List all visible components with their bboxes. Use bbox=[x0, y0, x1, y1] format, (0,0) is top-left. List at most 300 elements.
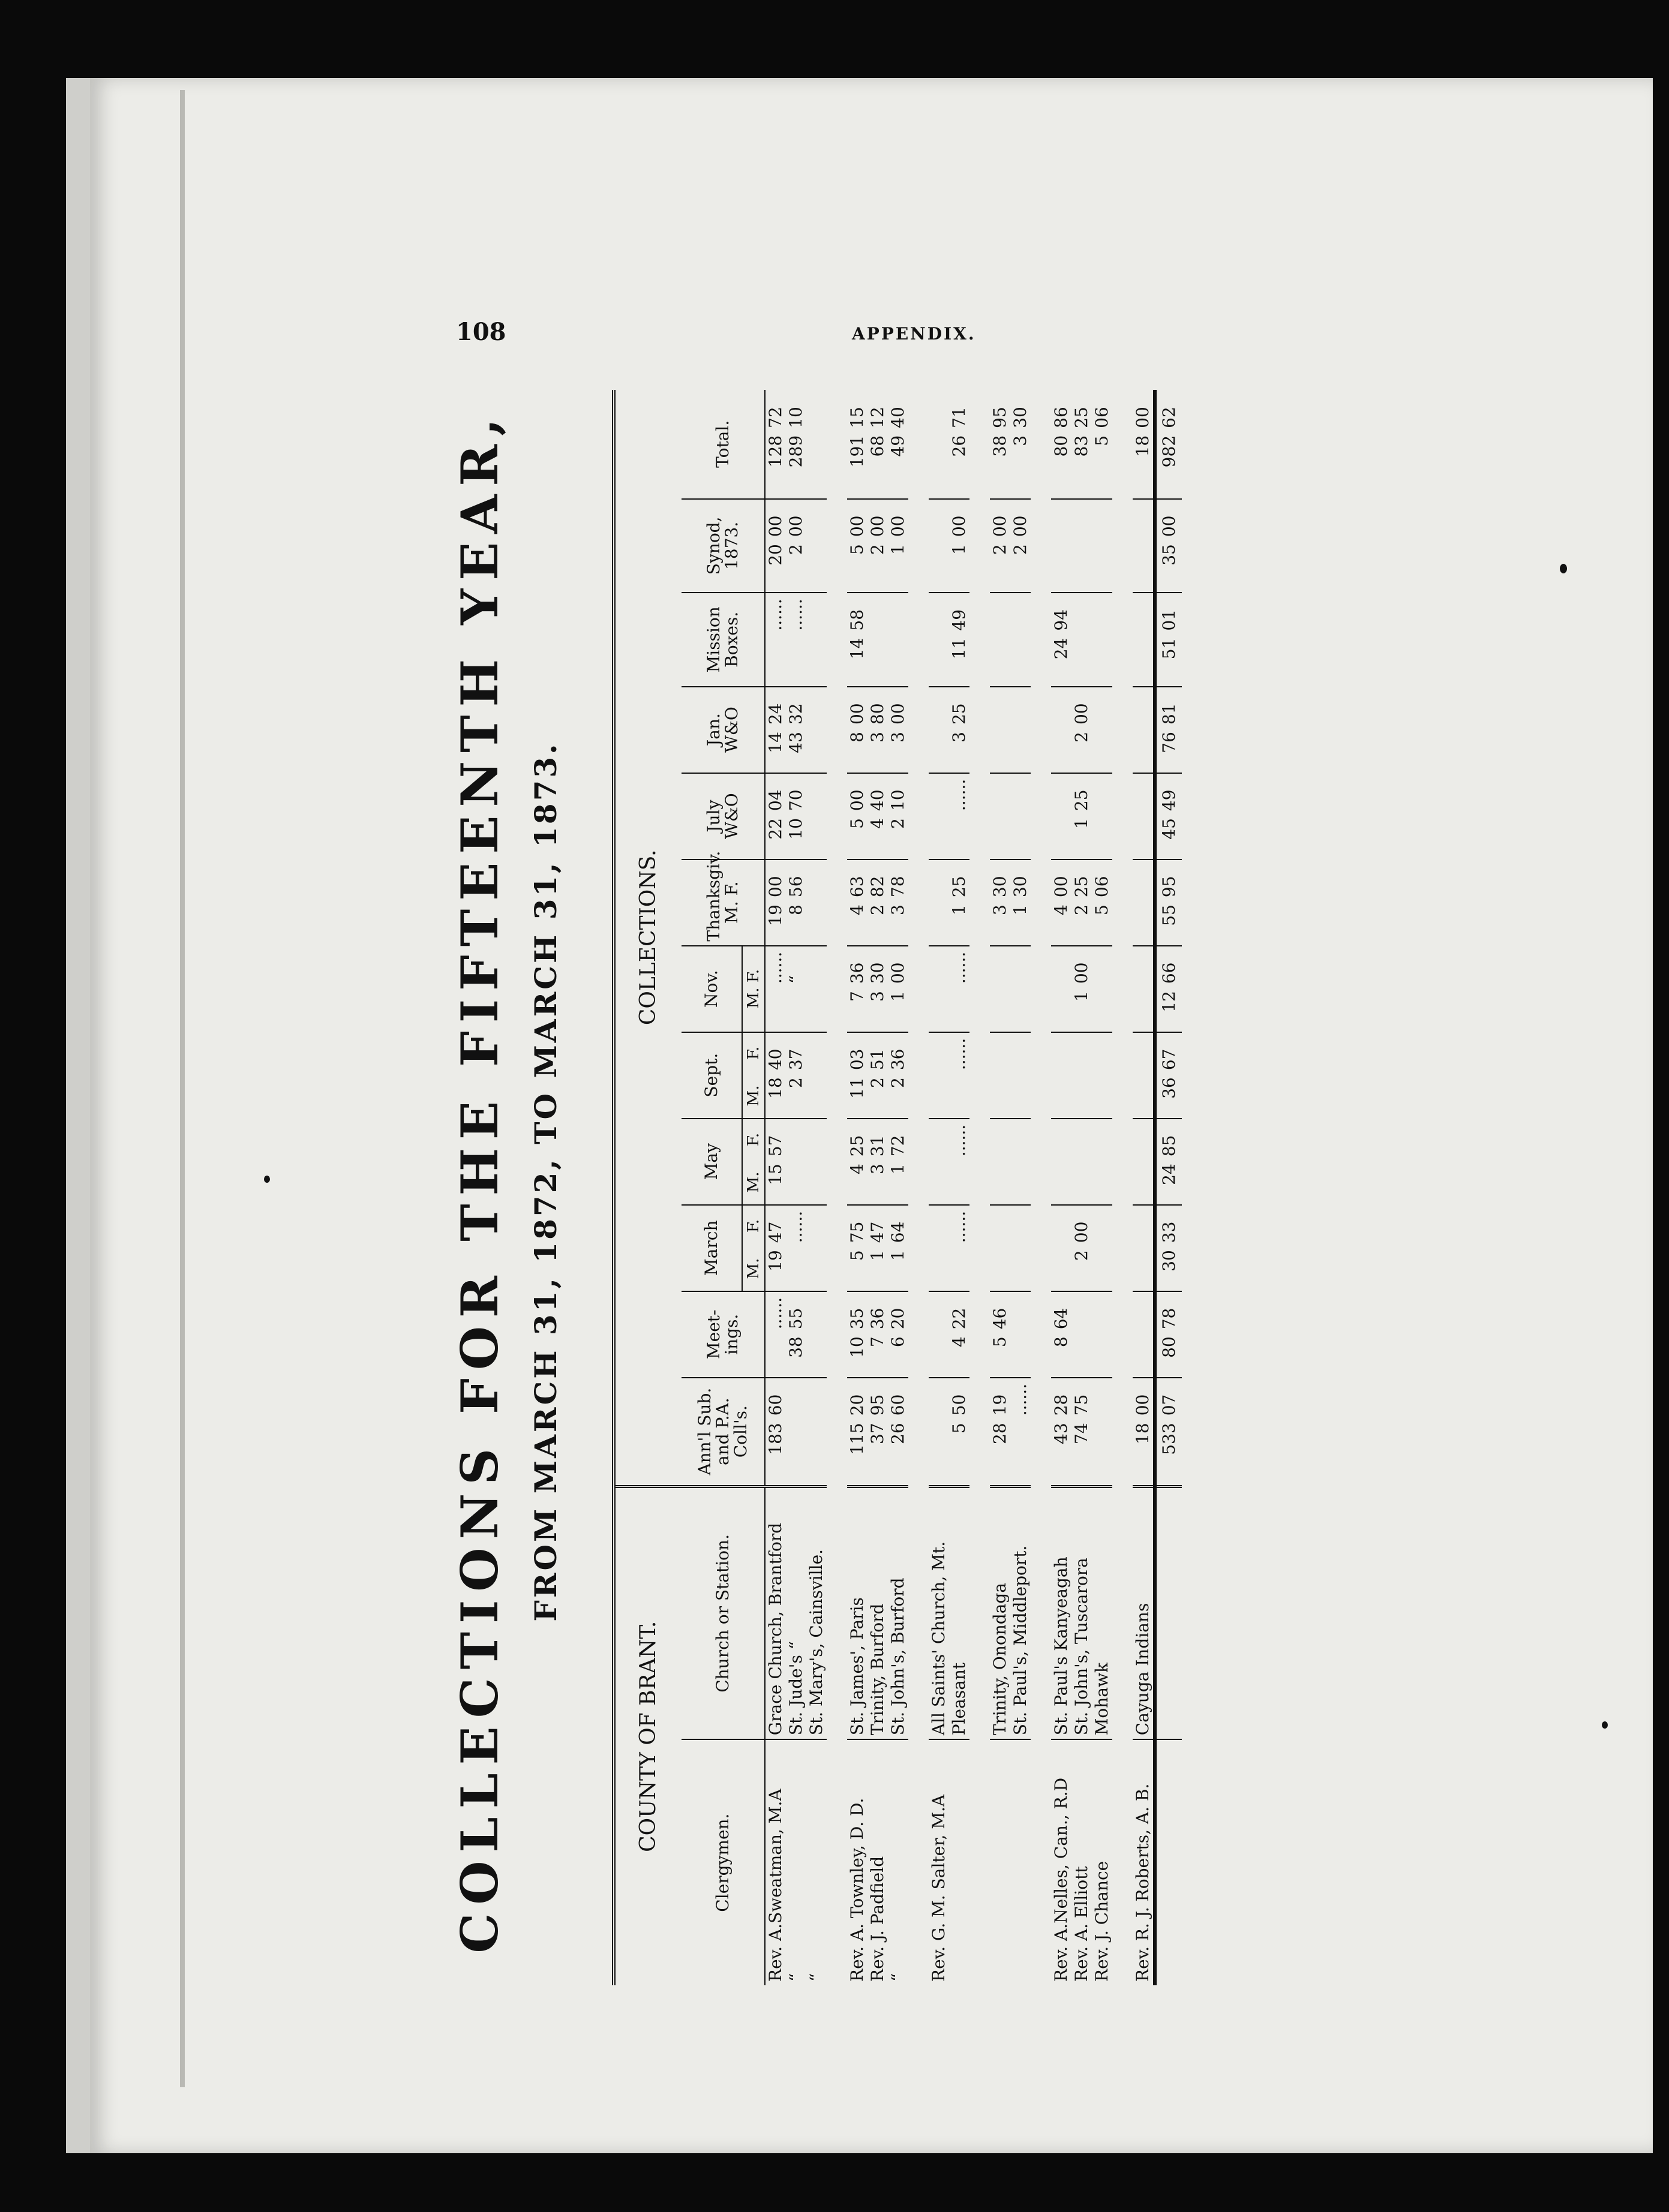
synod-dollars bbox=[929, 540, 949, 593]
annual-dollars bbox=[806, 1419, 827, 1486]
july-dollars bbox=[806, 815, 827, 859]
meetings-dollars bbox=[929, 1333, 949, 1378]
clergyman-cell bbox=[990, 1739, 1010, 1985]
annual-dollars bbox=[929, 1419, 949, 1486]
church-cell: St. James', Paris bbox=[847, 1486, 867, 1739]
annual-cents: 60 bbox=[888, 1394, 908, 1416]
meetings-cents bbox=[1071, 1291, 1092, 1333]
march-dollars bbox=[1051, 1246, 1071, 1291]
total-dollars: 3 bbox=[1010, 432, 1031, 499]
header-may-m: M. bbox=[742, 1160, 765, 1205]
synod-cents: 00 bbox=[949, 515, 969, 537]
synod-cents bbox=[1051, 499, 1071, 541]
boxes-dollars bbox=[1010, 635, 1031, 687]
jan-dollars: 43 bbox=[786, 728, 806, 773]
total-total-dollars: 982 bbox=[1155, 432, 1182, 499]
synod-cents: 00 bbox=[1010, 515, 1030, 537]
jan-dollars: 3 bbox=[867, 728, 888, 773]
may-dollars bbox=[1092, 1160, 1112, 1205]
sept-cents bbox=[990, 1032, 1010, 1074]
march-dollars bbox=[1133, 1246, 1155, 1291]
spacer-row bbox=[1031, 390, 1051, 1985]
totals-row bbox=[1155, 390, 1182, 1985]
meetings-cents bbox=[1092, 1291, 1112, 1333]
meetings-dollars bbox=[806, 1333, 827, 1378]
july-dollars: 5 bbox=[847, 815, 867, 859]
collections-table bbox=[612, 390, 1182, 1985]
spacer-row bbox=[969, 390, 990, 1985]
sept-dollars: 2 bbox=[786, 1074, 806, 1119]
jan-total-dollars: 76 bbox=[1155, 728, 1182, 773]
table-row bbox=[990, 390, 1010, 1985]
total-dollars: 68 bbox=[867, 432, 888, 499]
nov-dollars bbox=[806, 987, 827, 1032]
may-dollars bbox=[929, 1160, 949, 1205]
july-dollars bbox=[1010, 815, 1031, 859]
header-church: Church or Station. bbox=[682, 1486, 765, 1739]
synod-dollars bbox=[806, 540, 827, 593]
jan-dollars bbox=[1133, 728, 1155, 773]
meetings-dollars bbox=[1133, 1333, 1155, 1378]
thanks-cents: 56 bbox=[786, 876, 806, 898]
total-cents: 86 bbox=[1051, 407, 1071, 428]
boxes-dollars bbox=[929, 635, 949, 687]
synod-dollars: 1 bbox=[949, 540, 969, 593]
annual-cents: 28 bbox=[1051, 1394, 1071, 1416]
thanks-cents: 25 bbox=[1071, 876, 1091, 898]
table-body bbox=[765, 390, 1182, 1985]
nov-dollars bbox=[990, 987, 1010, 1032]
jan-dollars bbox=[990, 728, 1010, 773]
march-dollars: 19 bbox=[765, 1246, 786, 1291]
total-cents: 72 bbox=[766, 407, 785, 428]
sept-cents: 37 bbox=[786, 1048, 806, 1071]
boxes-cents bbox=[888, 593, 908, 635]
header-nov: Nov. bbox=[682, 946, 742, 1032]
may-cents: 31 bbox=[867, 1135, 887, 1157]
may-dollars bbox=[1051, 1160, 1071, 1205]
boxes-dollars bbox=[786, 635, 806, 687]
july-total-dollars: 45 bbox=[1155, 815, 1182, 859]
thanks-dollars: 3 bbox=[990, 901, 1010, 946]
nov-dollars bbox=[1092, 987, 1112, 1032]
page-subtitle: FROM MARCH 31, 1872, TO MARCH 31, 1873. bbox=[528, 741, 563, 1622]
july-cents: 00 bbox=[847, 789, 867, 812]
thanks-dollars: 2 bbox=[1071, 901, 1092, 946]
header-march-m: M. bbox=[742, 1246, 765, 1291]
march-dollars: 5 bbox=[847, 1246, 867, 1291]
thanks-cents bbox=[929, 859, 949, 901]
clergyman-cell: Rev. R. J. Roberts, A. B. bbox=[1133, 1783, 1152, 1982]
march-dollars: 2 bbox=[1071, 1246, 1092, 1291]
july-cents bbox=[806, 773, 827, 815]
thanks-dollars: 8 bbox=[786, 901, 806, 946]
july-dollars bbox=[1051, 815, 1071, 859]
total-dollars: 49 bbox=[888, 432, 908, 499]
meetings-dollars: 10 bbox=[847, 1333, 867, 1378]
total-cents: 40 bbox=[888, 407, 908, 428]
jan-cents: 25 bbox=[949, 703, 969, 725]
total-dollars: 289 bbox=[786, 432, 806, 499]
nov-cents: 36 bbox=[847, 962, 867, 984]
total-dollars: 26 bbox=[949, 432, 969, 499]
nov-dollars bbox=[765, 987, 786, 1032]
may-dollars: 3 bbox=[867, 1160, 888, 1205]
thanks-cents: 06 bbox=[1092, 876, 1112, 898]
annual-cents bbox=[786, 1378, 806, 1420]
july-dollars: 2 bbox=[888, 815, 908, 859]
meetings-total-cents: 78 bbox=[1155, 1291, 1182, 1333]
may-dollars bbox=[949, 1160, 969, 1205]
total-cents: 15 bbox=[847, 407, 867, 428]
march-total-cents: 33 bbox=[1155, 1205, 1182, 1247]
may-cents bbox=[1071, 1119, 1092, 1161]
church-cell: St. Mary's, Cainsville. bbox=[806, 1486, 827, 1739]
july-cents: 25 bbox=[1071, 789, 1091, 812]
sept-total-dollars: 36 bbox=[1155, 1074, 1182, 1119]
july-cents: 40 bbox=[867, 789, 887, 812]
church-cell: St. Paul's, Middleport. bbox=[1010, 1486, 1031, 1739]
church-cell: Trinity, Onondaga bbox=[990, 1486, 1010, 1739]
total-cents: 12 bbox=[867, 407, 887, 428]
clergyman-cell: “ bbox=[806, 1973, 826, 1982]
jan-cents: 32 bbox=[786, 703, 806, 725]
synod-total-dollars: 35 bbox=[1155, 540, 1182, 593]
may-cents bbox=[1133, 1119, 1155, 1161]
jan-cents bbox=[929, 687, 949, 729]
may-cents bbox=[786, 1119, 806, 1161]
july-dollars: 4 bbox=[867, 815, 888, 859]
clergyman-cell: Rev. A.Sweatman, M.A bbox=[766, 1789, 785, 1982]
total-dollars: 80 bbox=[1051, 432, 1071, 499]
county-heading: COUNTY OF BRANT. bbox=[614, 1486, 682, 1985]
jan-dollars: 14 bbox=[765, 728, 786, 773]
july-dollars: 1 bbox=[1071, 815, 1092, 859]
july-cents bbox=[1133, 773, 1155, 815]
sept-dollars bbox=[1010, 1074, 1031, 1119]
synod-total-cents: 00 bbox=[1155, 499, 1182, 541]
jan-dollars bbox=[806, 728, 827, 773]
boxes-cents bbox=[929, 593, 949, 635]
synod-cents: 00 bbox=[990, 515, 1010, 537]
jan-cents: 24 bbox=[766, 703, 785, 725]
meetings-dollars bbox=[1071, 1333, 1092, 1378]
march-cents: ...... bbox=[786, 1210, 806, 1243]
jan-dollars bbox=[1092, 728, 1112, 773]
boxes-cents: 58 bbox=[847, 609, 867, 631]
annual-dollars: 28 bbox=[990, 1419, 1010, 1486]
boxes-dollars bbox=[765, 635, 786, 687]
may-cents bbox=[1010, 1119, 1031, 1161]
synod-dollars: 2 bbox=[990, 540, 1010, 593]
church-cell: Mohawk bbox=[1092, 1486, 1112, 1739]
annual-cents bbox=[806, 1378, 827, 1420]
nov-cents bbox=[929, 946, 949, 988]
sept-cents bbox=[1071, 1032, 1092, 1074]
table-row bbox=[949, 390, 969, 1985]
thanks-cents: 30 bbox=[990, 876, 1010, 898]
header-total: Total. bbox=[682, 390, 765, 499]
synod-dollars bbox=[1051, 540, 1071, 593]
annual-cents: 50 bbox=[949, 1394, 969, 1416]
church-cell: Pleasant bbox=[949, 1486, 969, 1739]
meetings-cents: 55 bbox=[786, 1308, 806, 1330]
meetings-cents: 36 bbox=[867, 1308, 887, 1330]
boxes-dollars: 14 bbox=[847, 635, 867, 687]
nov-cents: “ bbox=[786, 975, 806, 984]
annual-cents: 95 bbox=[867, 1394, 887, 1416]
sept-dollars bbox=[1071, 1074, 1092, 1119]
table-row bbox=[929, 390, 949, 1985]
boxes-total-cents: 01 bbox=[1155, 593, 1182, 635]
july-dollars bbox=[929, 815, 949, 859]
july-cents bbox=[1051, 773, 1071, 815]
jan-total-cents: 81 bbox=[1155, 687, 1182, 729]
total-dollars: 83 bbox=[1071, 432, 1092, 499]
july-total-cents: 49 bbox=[1155, 773, 1182, 815]
july-dollars bbox=[990, 815, 1010, 859]
jan-cents bbox=[1133, 687, 1155, 729]
header-nov-mf: M. F. bbox=[742, 946, 765, 1032]
boxes-cents bbox=[1071, 593, 1092, 635]
sept-dollars: 11 bbox=[847, 1074, 867, 1119]
boxes-cents bbox=[806, 593, 827, 635]
thanks-dollars bbox=[806, 901, 827, 946]
jan-cents: 00 bbox=[847, 703, 867, 725]
page-edge bbox=[180, 90, 185, 2087]
jan-cents bbox=[806, 687, 827, 729]
thanks-dollars: 4 bbox=[1051, 901, 1071, 946]
total-cents: 10 bbox=[786, 407, 806, 428]
total-cents bbox=[806, 390, 827, 432]
annual-total-cents: 07 bbox=[1155, 1378, 1182, 1420]
boxes-dollars: 11 bbox=[949, 635, 969, 687]
march-cents: 75 bbox=[847, 1221, 867, 1243]
annual-cents bbox=[929, 1378, 949, 1420]
thanks-cents bbox=[1133, 859, 1155, 901]
nov-cents: 00 bbox=[888, 962, 908, 984]
table-row bbox=[888, 390, 908, 1985]
thanks-dollars bbox=[929, 901, 949, 946]
march-cents: 00 bbox=[1071, 1221, 1091, 1243]
church-cell: St. Paul's Kanyeagah bbox=[1051, 1486, 1071, 1739]
nov-cents bbox=[806, 946, 827, 988]
march-cents: ...... bbox=[949, 1210, 969, 1243]
church-cell: St. Jude's “ bbox=[786, 1486, 806, 1739]
thanks-dollars: 1 bbox=[1010, 901, 1031, 946]
header-boxes: Mission Boxes. bbox=[682, 593, 765, 686]
sept-cents: 36 bbox=[888, 1048, 908, 1071]
annual-cents: 00 bbox=[1133, 1394, 1152, 1416]
table-row bbox=[1092, 390, 1112, 1985]
clergyman-cell: Rev. J. Padfield bbox=[867, 1856, 887, 1982]
annual-dollars: 74 bbox=[1071, 1419, 1092, 1486]
march-dollars bbox=[786, 1246, 806, 1291]
nov-cents bbox=[1092, 946, 1112, 988]
total-dollars: 191 bbox=[847, 432, 867, 499]
july-cents bbox=[1010, 773, 1031, 815]
may-dollars: 15 bbox=[765, 1160, 786, 1205]
sept-cents bbox=[1051, 1032, 1071, 1074]
meetings-cents bbox=[806, 1291, 827, 1333]
synod-dollars: 5 bbox=[847, 540, 867, 593]
nov-cents: ...... bbox=[949, 951, 969, 984]
synod-cents bbox=[929, 499, 949, 541]
march-cents bbox=[806, 1205, 827, 1247]
nov-dollars bbox=[1133, 987, 1155, 1032]
boxes-cents bbox=[867, 593, 888, 635]
synod-cents bbox=[806, 499, 827, 541]
synod-cents: 00 bbox=[766, 515, 785, 537]
table-row bbox=[1010, 390, 1031, 1985]
march-cents: 47 bbox=[766, 1221, 785, 1243]
spacer-cell bbox=[908, 390, 929, 1985]
sept-cents bbox=[929, 1032, 949, 1074]
scan-speck bbox=[1602, 1721, 1608, 1729]
nov-dollars bbox=[929, 987, 949, 1032]
nov-dollars: 1 bbox=[888, 987, 908, 1032]
march-dollars bbox=[1092, 1246, 1112, 1291]
nov-dollars bbox=[949, 987, 969, 1032]
jan-dollars: 3 bbox=[949, 728, 969, 773]
header-march-f: F. bbox=[742, 1205, 765, 1247]
jan-cents: 00 bbox=[1071, 703, 1091, 725]
table-row bbox=[867, 390, 888, 1985]
church-cell: Grace Church, Brantford bbox=[765, 1486, 786, 1739]
july-dollars: 22 bbox=[765, 815, 786, 859]
sept-dollars: 2 bbox=[867, 1074, 888, 1119]
jan-dollars: 2 bbox=[1071, 728, 1092, 773]
may-dollars bbox=[1071, 1160, 1092, 1205]
spacer-cell bbox=[1031, 390, 1051, 1985]
annual-cents bbox=[1092, 1378, 1112, 1420]
nov-dollars bbox=[786, 987, 806, 1032]
meetings-dollars: 8 bbox=[1051, 1333, 1071, 1378]
table-row bbox=[1051, 390, 1071, 1985]
meetings-cents bbox=[1133, 1291, 1155, 1333]
boxes-total-dollars: 51 bbox=[1155, 635, 1182, 687]
nov-cents: 00 bbox=[1071, 962, 1091, 984]
synod-dollars bbox=[1133, 540, 1155, 593]
may-dollars bbox=[990, 1160, 1010, 1205]
spacer-cell bbox=[827, 390, 847, 1985]
annual-cents: 75 bbox=[1071, 1394, 1091, 1416]
table-row bbox=[806, 390, 827, 1985]
annual-cents: 19 bbox=[990, 1394, 1010, 1416]
meetings-dollars: 7 bbox=[867, 1333, 888, 1378]
nov-cents bbox=[990, 946, 1010, 988]
thanks-cents: 00 bbox=[766, 876, 785, 898]
total-cents: 30 bbox=[1010, 407, 1030, 428]
may-cents: 25 bbox=[847, 1135, 867, 1157]
header-synod: Synod, 1873. bbox=[682, 499, 765, 593]
jan-cents: 80 bbox=[867, 703, 887, 725]
collections-heading: COLLECTIONS. bbox=[614, 390, 682, 1486]
march-cents bbox=[1010, 1205, 1031, 1247]
rotated-content bbox=[438, 366, 1398, 1997]
boxes-dollars bbox=[1133, 635, 1155, 687]
header-annual: Ann'l Sub. and P.A. Coll's. bbox=[682, 1378, 765, 1486]
boxes-dollars bbox=[867, 635, 888, 687]
may-cents: 72 bbox=[888, 1135, 908, 1157]
july-cents: 10 bbox=[888, 789, 908, 812]
annual-dollars bbox=[1010, 1419, 1031, 1486]
thanks-cents: 63 bbox=[847, 876, 867, 898]
meetings-total-dollars: 80 bbox=[1155, 1333, 1182, 1378]
thanks-dollars: 19 bbox=[765, 901, 786, 946]
jan-cents bbox=[1010, 687, 1031, 729]
sept-cents bbox=[806, 1032, 827, 1074]
july-cents bbox=[1092, 773, 1112, 815]
clergyman-cell: Rev. J. Chance bbox=[1092, 1861, 1112, 1982]
meetings-cents: 46 bbox=[990, 1308, 1010, 1330]
header-sept: Sept. bbox=[682, 1032, 742, 1119]
meetings-dollars bbox=[1092, 1333, 1112, 1378]
clergyman-cell: Rev. A. Elliott bbox=[1071, 1866, 1091, 1982]
meetings-cents bbox=[1010, 1291, 1031, 1333]
synod-cents: 00 bbox=[847, 515, 867, 537]
nov-dollars bbox=[1010, 987, 1031, 1032]
clergyman-cell bbox=[949, 1739, 969, 1985]
jan-dollars: 3 bbox=[888, 728, 908, 773]
jan-dollars bbox=[1051, 728, 1071, 773]
annual-cents: ...... bbox=[1010, 1383, 1030, 1416]
boxes-cents bbox=[1133, 593, 1155, 635]
may-total-dollars: 24 bbox=[1155, 1160, 1182, 1205]
scan-speck bbox=[1560, 564, 1567, 573]
header-july: July W&O bbox=[682, 773, 765, 859]
meetings-dollars bbox=[765, 1333, 786, 1378]
running-head: APPENDIX. bbox=[852, 324, 976, 344]
sept-cents bbox=[1133, 1032, 1155, 1074]
meetings-dollars bbox=[1010, 1333, 1031, 1378]
clergyman-cell: Rev. G. M. Salter, M.A bbox=[929, 1794, 948, 1982]
annual-cents: 20 bbox=[847, 1394, 867, 1416]
sept-cents: 03 bbox=[847, 1048, 867, 1071]
thanks-total-dollars: 55 bbox=[1155, 901, 1182, 946]
thanks-cents: 30 bbox=[1010, 876, 1030, 898]
total-total-cents: 62 bbox=[1155, 390, 1182, 432]
may-dollars bbox=[1133, 1160, 1155, 1205]
synod-cents bbox=[1133, 499, 1155, 541]
header-sept-f: F. bbox=[742, 1032, 765, 1074]
boxes-dollars bbox=[990, 635, 1010, 687]
sept-dollars: 2 bbox=[888, 1074, 908, 1119]
march-dollars: 1 bbox=[867, 1246, 888, 1291]
sept-dollars bbox=[929, 1074, 949, 1119]
total-dollars: 5 bbox=[1092, 432, 1112, 499]
thanks-dollars: 2 bbox=[867, 901, 888, 946]
july-dollars bbox=[949, 815, 969, 859]
meetings-cents: 22 bbox=[949, 1308, 969, 1330]
thanks-cents bbox=[806, 859, 827, 901]
nov-total-cents: 66 bbox=[1155, 946, 1182, 988]
nov-dollars: 3 bbox=[867, 987, 888, 1032]
march-cents bbox=[990, 1205, 1010, 1247]
boxes-dollars: 24 bbox=[1051, 635, 1071, 687]
march-cents bbox=[929, 1205, 949, 1247]
spacer-cell bbox=[1112, 390, 1133, 1985]
boxes-dollars bbox=[888, 635, 908, 687]
may-dollars: 4 bbox=[847, 1160, 867, 1205]
march-cents bbox=[1133, 1205, 1155, 1247]
thanks-dollars: 3 bbox=[888, 901, 908, 946]
meetings-dollars: 38 bbox=[786, 1333, 806, 1378]
boxes-dollars bbox=[806, 635, 827, 687]
nov-cents: ...... bbox=[766, 951, 785, 984]
boxes-cents: 94 bbox=[1051, 609, 1071, 631]
total-cents: 00 bbox=[1133, 407, 1152, 428]
